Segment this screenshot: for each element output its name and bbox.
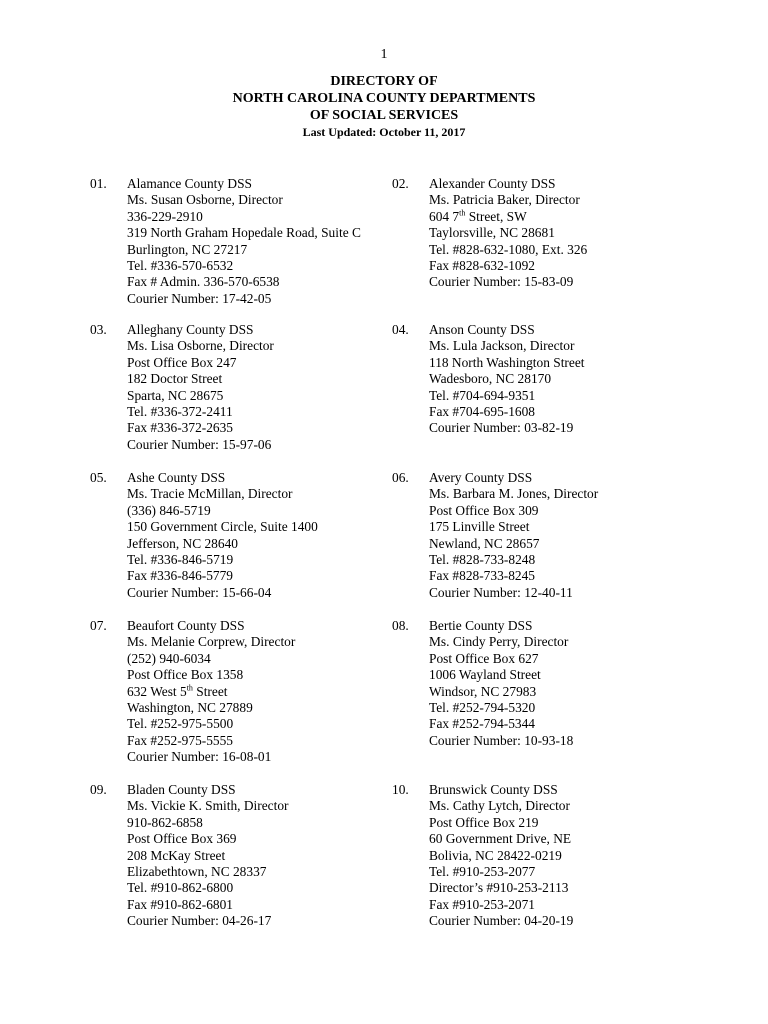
entry-line: 1006 Wayland Street bbox=[429, 667, 541, 683]
entry-line: Fax #910-862-6801 bbox=[127, 896, 234, 912]
entry-line: Ms. Lisa Osborne, Director bbox=[127, 338, 274, 354]
entry-line: Wadesboro, NC 28170 bbox=[429, 371, 552, 387]
entry-line: Tel. #336-570-6532 bbox=[127, 258, 234, 274]
entry-line: Washington, NC 27889 bbox=[127, 700, 253, 716]
entry-line: Fax #336-372-2635 bbox=[127, 420, 234, 436]
entry-line: Post Office Box 309 bbox=[429, 502, 539, 518]
entry-line: Burlington, NC 27217 bbox=[127, 241, 248, 257]
entry-number: 10. bbox=[392, 782, 409, 797]
entry-line: Post Office Box 247 bbox=[127, 354, 237, 370]
entry-line: Ms. Tracie McMillan, Director bbox=[127, 486, 293, 502]
entry-number: 07. bbox=[90, 618, 107, 633]
entry-line: Sparta, NC 28675 bbox=[127, 387, 224, 403]
county-name: Alamance County DSS bbox=[127, 176, 252, 191]
entry-line: Newland, NC 28657 bbox=[429, 535, 540, 551]
entry-line: 632 West 5th Street bbox=[127, 683, 228, 699]
title-line-2: NORTH CAROLINA COUNTY DEPARTMENTS bbox=[232, 91, 536, 106]
entry-details bbox=[429, 470, 598, 601]
last-updated: Last Updated: October 11, 2017 bbox=[302, 125, 466, 139]
entry-line: Bolivia, NC 28422-0219 bbox=[429, 847, 562, 863]
entry-line: (336) 846-5719 bbox=[127, 502, 211, 518]
entry-line: 319 North Graham Hopedale Road, Suite C bbox=[127, 225, 361, 241]
entry-line: Post Office Box 627 bbox=[429, 650, 539, 666]
entry-number: 05. bbox=[90, 470, 107, 485]
entry-details bbox=[429, 176, 587, 291]
entry-line: Ms. Patricia Baker, Director bbox=[429, 192, 580, 208]
entry-line: Windsor, NC 27983 bbox=[429, 683, 537, 699]
entry-line: 910-862-6858 bbox=[127, 814, 203, 830]
entry-line: Tel. #336-372-2411 bbox=[127, 404, 233, 420]
entry-line: Tel. #252-975-5500 bbox=[127, 716, 234, 732]
entry-details bbox=[429, 782, 573, 930]
entry-line: Courier Number: 04-26-17 bbox=[127, 913, 272, 929]
entry-line: Fax #252-794-5344 bbox=[429, 716, 536, 732]
entry-line: Tel. #336-846-5719 bbox=[127, 552, 234, 568]
entry-line: 150 Government Circle, Suite 1400 bbox=[127, 519, 318, 535]
entry-line: Tel. #910-253-2077 bbox=[429, 864, 536, 880]
entry-details bbox=[429, 322, 585, 437]
entry-line: Director’s #910-253-2113 bbox=[429, 880, 569, 896]
entry-line: Ms. Vickie K. Smith, Director bbox=[127, 798, 289, 814]
entry-line: 118 North Washington Street bbox=[429, 354, 585, 370]
county-name: Bertie County DSS bbox=[429, 618, 533, 633]
county-name: Beaufort County DSS bbox=[127, 618, 245, 633]
entry-line: Courier Number: 04-20-19 bbox=[429, 913, 574, 929]
county-name: Alexander County DSS bbox=[429, 176, 556, 191]
entry-line: 336-229-2910 bbox=[127, 208, 203, 224]
entry-line: 175 Linville Street bbox=[429, 519, 530, 535]
entry-line: Ms. Cindy Perry, Director bbox=[429, 634, 569, 650]
entry-line: Courier Number: 15-83-09 bbox=[429, 274, 574, 290]
entry-details bbox=[127, 470, 318, 601]
entry-line: Ms. Cathy Lytch, Director bbox=[429, 798, 570, 814]
entry-line: 60 Government Drive, NE bbox=[429, 831, 572, 847]
entry-line: Fax #910-253-2071 bbox=[429, 896, 536, 912]
entry-line: Jefferson, NC 28640 bbox=[127, 535, 238, 551]
entry-line: Fax #828-733-8245 bbox=[429, 568, 536, 584]
entry-line: Ms. Lula Jackson, Director bbox=[429, 338, 575, 354]
entry-details bbox=[127, 176, 361, 307]
entry-line: Post Office Box 219 bbox=[429, 814, 539, 830]
entry-details bbox=[127, 618, 295, 766]
entry-line: (252) 940-6034 bbox=[127, 650, 211, 666]
title-line-3: OF SOCIAL SERVICES bbox=[309, 108, 459, 123]
entry-number: 01. bbox=[90, 176, 107, 191]
title-line-1: DIRECTORY OF bbox=[330, 74, 438, 89]
county-name: Brunswick County DSS bbox=[429, 782, 558, 797]
entry-line: Post Office Box 1358 bbox=[127, 667, 244, 683]
entry-number: 09. bbox=[90, 782, 107, 797]
county-name: Alleghany County DSS bbox=[127, 322, 254, 337]
county-name: Anson County DSS bbox=[429, 322, 535, 337]
entry-line: Tel. #910-862-6800 bbox=[127, 880, 234, 896]
entry-number: 08. bbox=[392, 618, 409, 633]
entry-details bbox=[127, 322, 274, 453]
entry-line: Courier Number: 10-93-18 bbox=[429, 732, 574, 748]
entry-line: Tel. #828-733-8248 bbox=[429, 552, 536, 568]
page-number: 1 bbox=[380, 47, 388, 62]
entry-line: Elizabethtown, NC 28337 bbox=[127, 864, 267, 880]
entry-line: Fax #252-975-5555 bbox=[127, 732, 234, 748]
entry-line: Post Office Box 369 bbox=[127, 831, 237, 847]
entry-line: Courier Number: 12-40-11 bbox=[429, 584, 573, 600]
entry-number: 04. bbox=[392, 322, 409, 337]
entry-number: 06. bbox=[392, 470, 409, 485]
entry-details bbox=[429, 618, 573, 749]
entry-line: Ms. Barbara M. Jones, Director bbox=[429, 486, 599, 502]
entry-line: Fax #704-695-1608 bbox=[429, 404, 536, 420]
entry-line: 208 McKay Street bbox=[127, 847, 226, 863]
entry-line: Courier Number: 03-82-19 bbox=[429, 420, 574, 436]
entry-line: Courier Number: 15-66-04 bbox=[127, 584, 272, 600]
entry-line: 604 7th Street, SW bbox=[429, 208, 527, 224]
entry-line: Courier Number: 15-97-06 bbox=[127, 436, 272, 452]
entry-number: 03. bbox=[90, 322, 107, 337]
entry-line: Taylorsville, NC 28681 bbox=[429, 225, 555, 241]
document-title bbox=[0, 73, 768, 140]
entry-line: Fax #828-632-1092 bbox=[429, 258, 536, 274]
entry-line: 182 Doctor Street bbox=[127, 371, 223, 387]
entry-line: Fax # Admin. 336-570-6538 bbox=[127, 274, 280, 290]
county-name: Bladen County DSS bbox=[127, 782, 236, 797]
entry-line: Tel. #828-632-1080, Ext. 326 bbox=[429, 241, 588, 257]
entry-line: Ms. Susan Osborne, Director bbox=[127, 192, 283, 208]
entry-line: Tel. #704-694-9351 bbox=[429, 387, 536, 403]
entry-line: Tel. #252-794-5320 bbox=[429, 700, 536, 716]
county-name: Ashe County DSS bbox=[127, 470, 226, 485]
entry-line: Ms. Melanie Corprew, Director bbox=[127, 634, 296, 650]
entry-number: 02. bbox=[392, 176, 409, 191]
entry-line: Courier Number: 17-42-05 bbox=[127, 290, 272, 306]
county-name: Avery County DSS bbox=[429, 470, 533, 485]
entry-line: Fax #336-846-5779 bbox=[127, 568, 234, 584]
entry-details bbox=[127, 782, 288, 930]
entry-line: Courier Number: 16-08-01 bbox=[127, 749, 272, 765]
